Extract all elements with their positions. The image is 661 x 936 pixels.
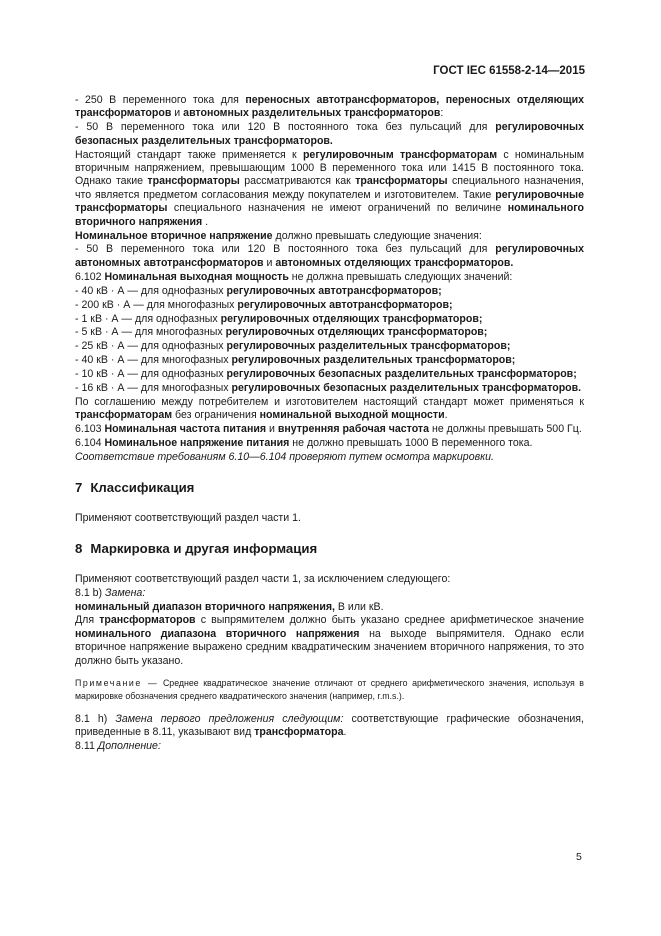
list-item: - 200 кВ · А — для многофазных регулировочных автотрансформаторов; (75, 298, 453, 311)
paragraph: - 50 В переменного тока или 120 В постоянного тока без пульсаций для регулировочных автономных автотрансформаторов и автономных отделяющих трансформаторов. (75, 243, 584, 269)
section-heading: 7 Классификация (75, 480, 195, 496)
list-item: - 40 кВ · А — для однофазных регулировочных автотрансформаторов; (75, 284, 442, 297)
page-number: 5 (576, 851, 582, 863)
paragraph: Применяют соответствующий раздел части 1. (75, 511, 301, 524)
note: Примечание — Среднее квадратическое значение отличают от среднего арифметического значения, используя в маркировке обозначения среднего квадратического значения (например, r.m.s.). (75, 678, 584, 702)
section-heading: 8 Маркировка и другая информация (75, 541, 318, 557)
paragraph: По соглашению между потребителем и изготовителем настоящий стандарт может применяться к трансформаторам без ограничения номинальной выходной мощности. (75, 395, 584, 422)
paragraph: номинальный диапазон вторичного напряжения, В или кВ. (75, 600, 384, 613)
paragraph: 6.102 Номинальная выходная мощность не должна превышать следующих значений: (75, 270, 513, 283)
list-item: - 40 кВ · А — для многофазных регулировочных разделительных трансформаторов; (75, 354, 516, 367)
list-item: - 10 кВ · А — для однофазных регулировочных безопасных разделительных трансформаторов; (75, 368, 577, 381)
list-item: - 25 кВ · А — для однофазных регулировочных разделительных трансформаторов; (75, 340, 511, 353)
paragraph: 6.103 Номинальная частота питания и внутренняя рабочая частота не должны превышать 500 Гц. (75, 423, 582, 436)
list-item: - 1 кВ · А — для однофазных регулировочных отделяющих трансформаторов; (75, 312, 483, 325)
list-item: - 5 кВ · А — для многофазных регулировочных отделяющих трансформаторов; (75, 326, 488, 339)
paragraph: 8.1 h) Замена первого предложения следующим: соответствующие графические обозначения, приведенные в 8.11, указывают вид трансформатора. (75, 713, 584, 739)
paragraph: 6.104 Номинальное напряжение питания не должно превышать 1000 В переменного тока. (75, 437, 533, 450)
paragraph: Соответствие требованиям 6.10—6.104 проверяют путем осмотра маркировки. (75, 451, 494, 464)
paragraph: Номинальное вторичное напряжение должно превышать следующие значения: (75, 229, 482, 242)
paragraph: - 50 В переменного тока или 120 В постоянного тока без пульсаций для регулировочных безопасных разделительных трансформаторов. (75, 121, 584, 147)
paragraph: Применяют соответствующий раздел части 1, за исключением следующего: (75, 572, 451, 585)
paragraph: Настоящий стандарт также применяется к регулировочным трансформаторам с номинальным вторичным напряжением, превышающим 1000 В переменного тока или 1415 В постоянного тока. Однако такие трансформаторы рассматриваются как трансформаторы специального назначения, что является предметом согласования между покупателем и изготовителем. Такие регулировочные трансформаторы специального назначения не имеют ограничений по величине номинального вторичного напряжения . (75, 148, 585, 228)
paragraph: 8.11 Дополнение: (75, 740, 161, 753)
paragraph: 8.1 b) Замена: (75, 586, 146, 599)
document-header: ГОСТ IEC 61558-2-14—2015 (433, 65, 585, 77)
document-body (75, 94, 584, 754)
paragraph: - 250 В переменного тока для переносных автотрансформаторов, переносных отделяющих трансформаторов и автономных разделительных трансформаторов: (75, 94, 585, 120)
paragraph: Для трансформаторов с выпрямителем должно быть указано среднее арифметическое значение номинального диапазона вторичного напряжения на выходе выпрямителя. Однако если вторичное напряжение выражено средним квадратическим значением вторичного напряжения, то это должно быть указано. (75, 614, 584, 667)
list-item: - 16 кВ · А — для многофазных регулировочных безопасных разделительных трансформаторов. (75, 382, 582, 395)
